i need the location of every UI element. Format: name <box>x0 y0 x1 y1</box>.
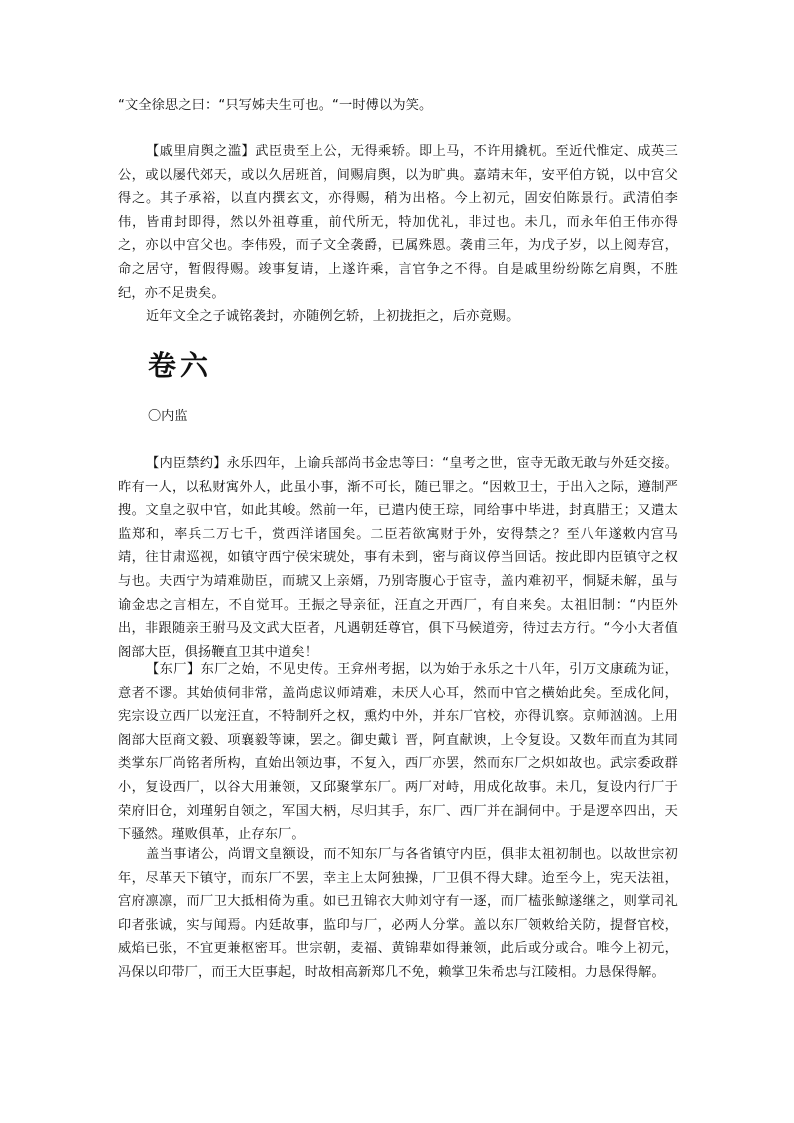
paragraph-text: 东厂之始，不见史传。王弇州考据，以为始于永乐之十八年，引万文康疏为证，意者不谬。其始侦伺非常，盖尚虑议师靖难，未厌人心耳，然而中官之横始此矣。至成化间，宪宗设立西厂以宠汪直，不特制歼之权，熏灼中外，并东厂官校，亦得讥察。京师汹汹。上用阁部大臣商文毅、项襄毅等谏，罢之。御史戴讠晋，阿直献谀，上令复设。又数年而直为其同类掌东厂尚铭者所构，直始出领边事，不复入，西厂亦罢，然而东厂之炽如故也。武宗委政群小，复设西厂，以谷大用兼领，又邱聚掌东厂。两厂对峙，用成化故事。未几，复设内行厂于荣府旧仓，刘瑾躬自领之，军国大柄，尽归其手，东厂、西厂并在詷伺中。于是逻卒四出，天下骚然。瑾败俱革，止存东厂。 <box>118 662 679 843</box>
paragraph-dangshi-zhugong <box>118 843 678 985</box>
paragraph-text: “文全徐思之曰：“只写姊夫生可也。“一时傅以为笑。 <box>118 98 433 113</box>
section-tag: 【东厂】 <box>146 662 201 677</box>
paragraph-wenquan <box>118 305 678 329</box>
paragraph-qili-jianyu <box>118 140 678 305</box>
paragraph-dongchang <box>118 658 678 847</box>
paragraph-quote <box>118 94 678 118</box>
section-title: 〇内监 <box>148 409 188 424</box>
section-tag: 【内臣禁约】 <box>146 456 227 471</box>
paragraph-text: 武臣贵至上公，无得乘轿。即上马，不许用撬杌。至近代惟定、成英三公，或以屡代郊天，或以久居班首，间赐肩舆，以为旷典。嘉靖末年，安平伯方锐，以中宫父得之。其子承裕，以直内撰玄文，亦得赐，稍为出格。今上初元，固安伯陈景行。武清伯李伟，皆甫封即得，然以外祖尊重，前代所无，特加优礼，非过也。未几，而永年伯王伟亦得之，亦以中宫父也。李伟殁，而子文全袭爵，已属殊恩。袭甫三年，为戊子岁，以上阅寿宫，命之居守，暂假得赐。竣事复请，上遂许乘，言官争之不得。自是戚里纷纷陈乞肩舆，不胜纪，亦不足贵矣。 <box>118 144 679 301</box>
paragraph-text: 永乐四年，上谕兵部尚书金忠等曰：“皇考之世，宦寺无敢无敢与外廷交接。昨有一人，以私财寓外人，此虽小事，渐不可长，随已罪之。“因敕卫士，于出入之际，遵制严搜。文皇之驭中官，如此其峻。然前一年，已遣内使王琮，同给事中毕进，封真腊王；又遣太监郑和，率兵二万七千，赏西洋诸国矣。二臣若欲寓财于外，安得禁之？至八年遂敕内宫马靖，往甘肃巡视，如镇守西宁侯宋琥处，事有未到，密与商议停当回话。按此即内臣镇守之权与也。夫西宁为靖难勋臣，而琥又上亲婿，乃别寄腹心于宦寺，盖内难初平，恫疑未解，虽与谕金忠之言相左，不自觉耳。王振之导亲征，汪直之开西厂，有自来矣。太祖旧制：“内臣外出，非跟随亲王驸马及文武大臣者，凡遇朝廷尊官，俱下马候道旁，待过去方行。“今小大者值阁部大臣，俱扬鞭直卫其中道矣！ <box>118 456 678 660</box>
paragraph-text: 盖当事诸公，尚谓文皇额设，而不知东厂与各省镇守内臣，俱非太祖初制也。以故世宗初年，尽革天下镇守，而东厂不罢，幸主上太阿独操，厂卫俱不得大肆。迨至今上，宪天法祖，宫府凛凛，而厂卫大抵相倚为重。如已丑锦衣大帅刘守有一逐，而厂榼张鲸遂继之，则掌司礼印者张诚，实与闻焉。内廷故事，监印与厂，必两人分掌。盖以东厂领敕给关防，提督官校，威焰已张，不宜更兼枢密耳。世宗朝，麦福、黄锦辈如得兼领，此后或分或合。唯今上初元，冯保以印带厂，而王大臣事起，时故相高新郑几不免，赖掌卫朱希忠与江陵相。力恳保得解。 <box>118 847 678 980</box>
section-tag: 【戚里肩舆之滥】 <box>146 144 256 159</box>
chapter-title: 卷六 <box>148 349 213 382</box>
paragraph-neichen-jinyue <box>118 452 678 664</box>
paragraph-text: 近年文全之子诚铭袭封，亦随例乞轿，上初拢拒之，后亦竟赐。 <box>146 309 520 324</box>
